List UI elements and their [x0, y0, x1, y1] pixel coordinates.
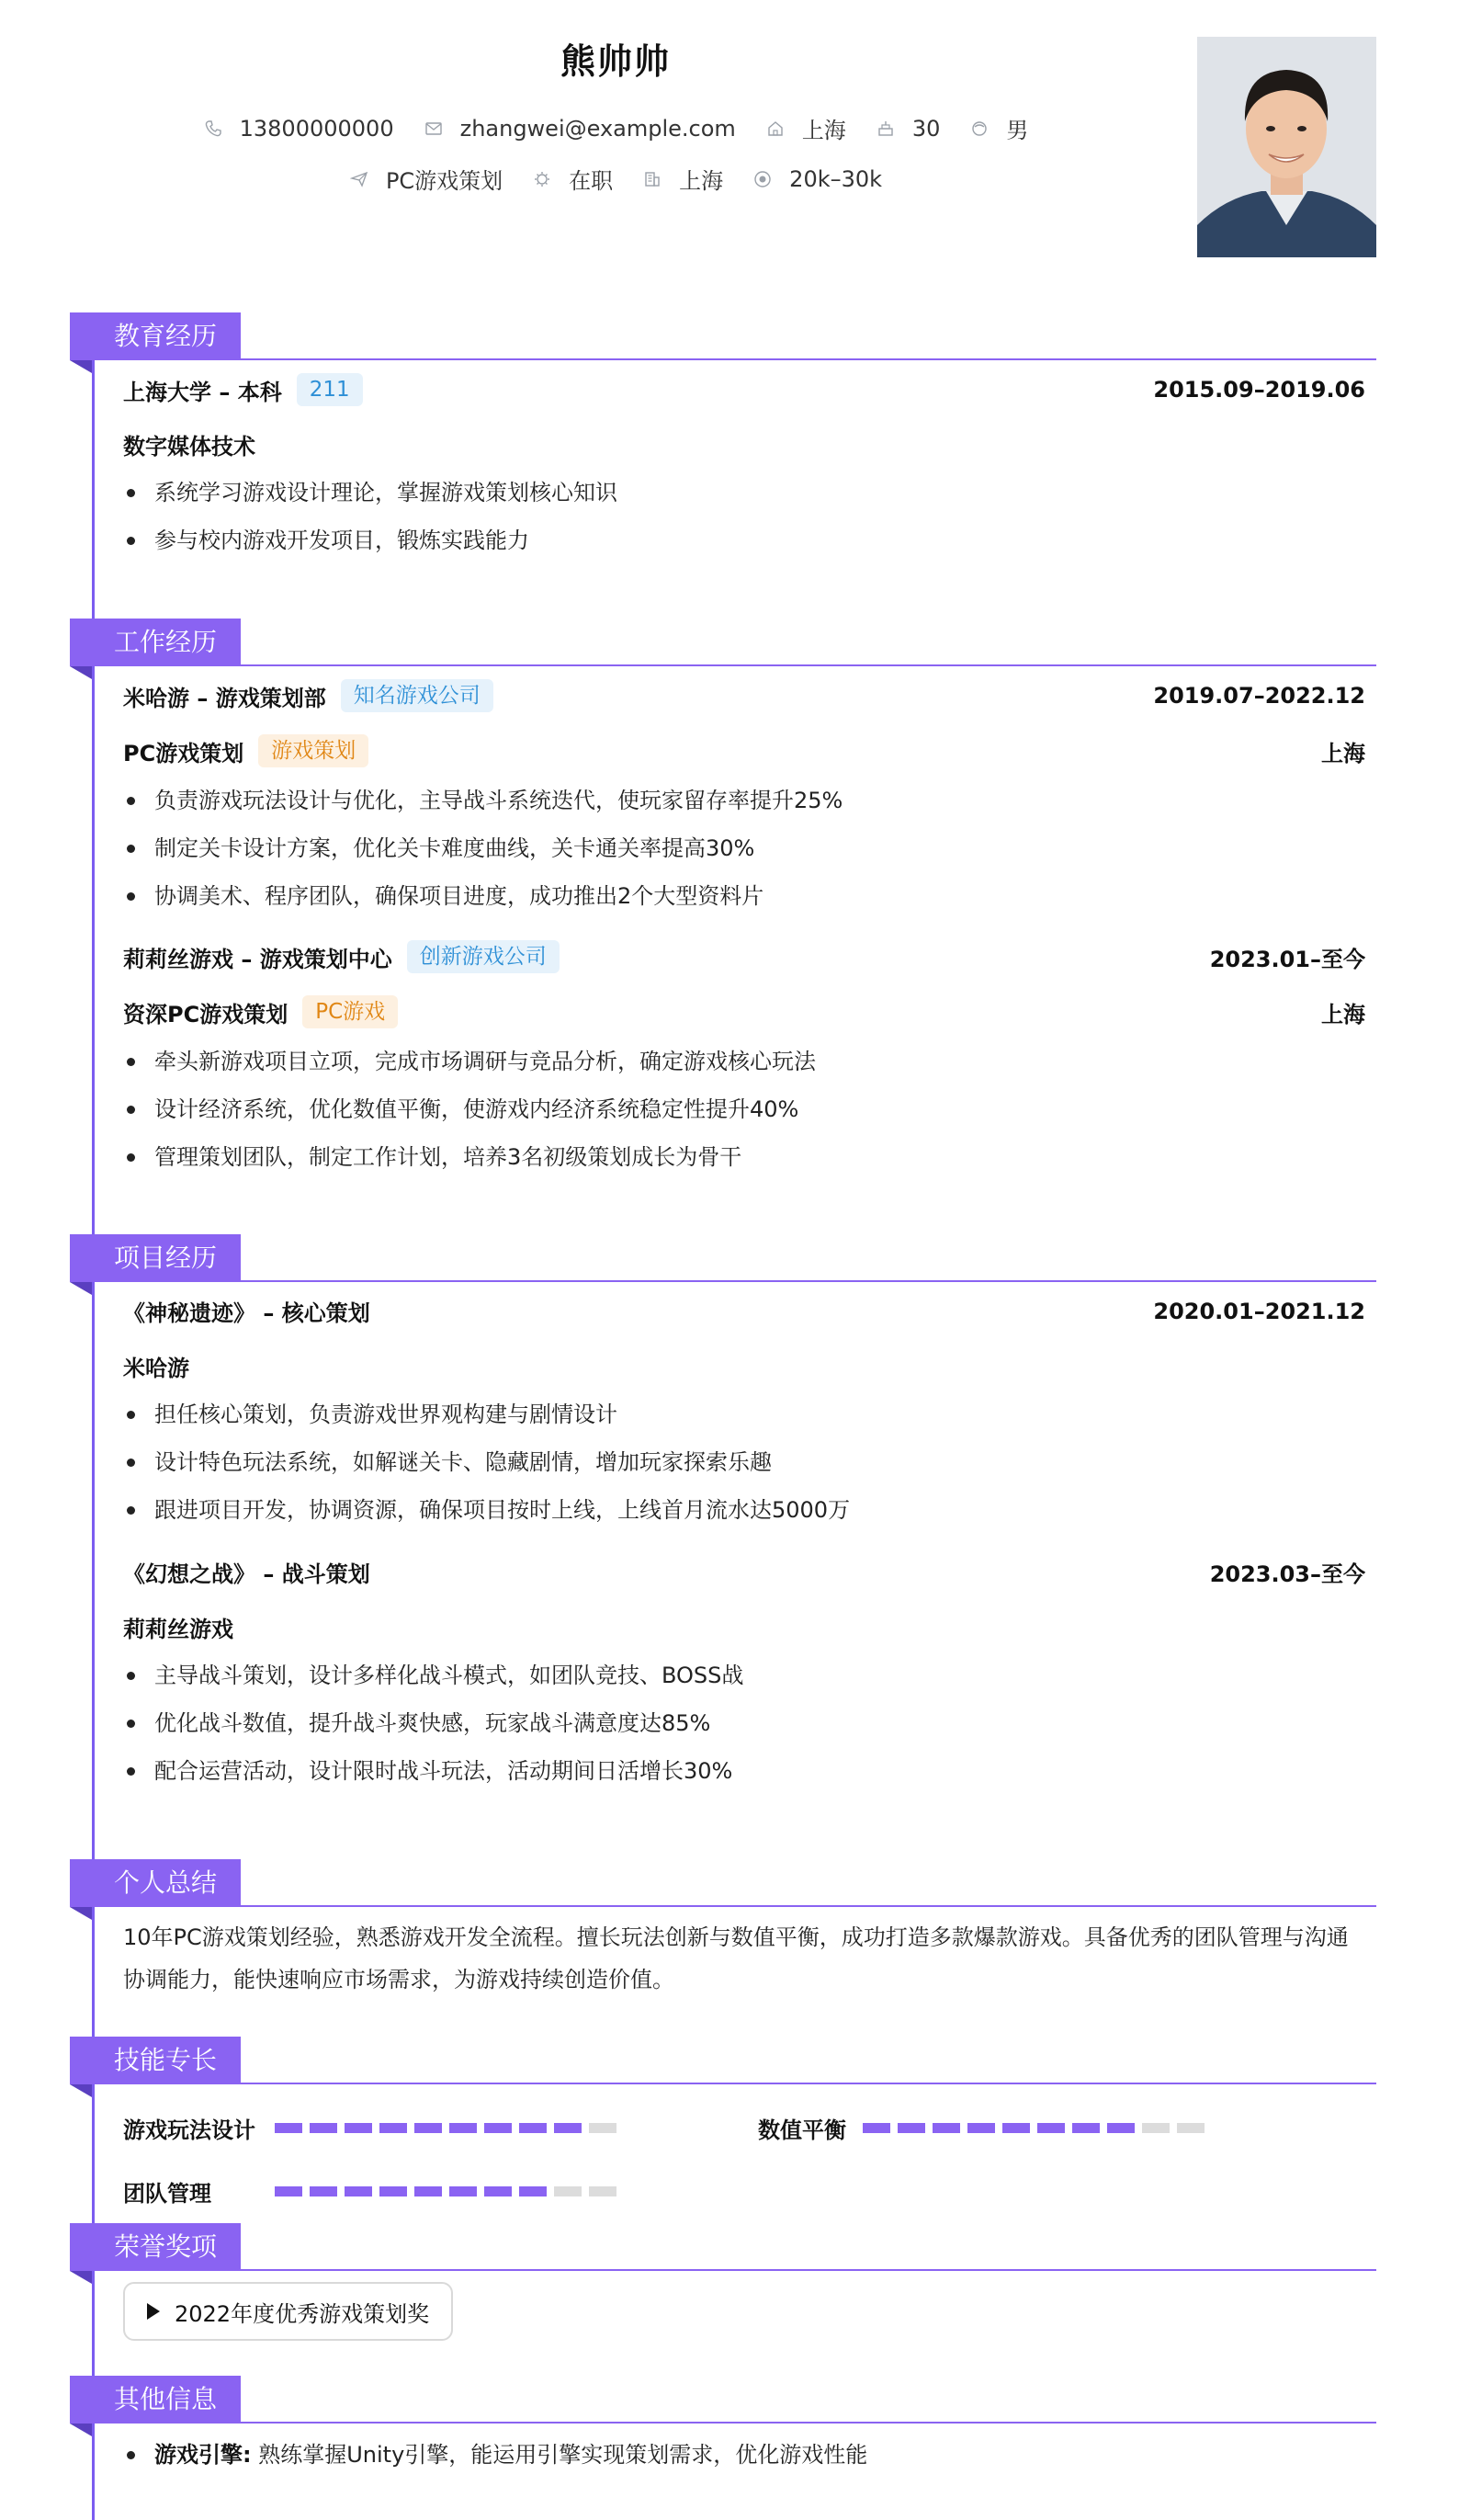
section-rule [70, 358, 1376, 360]
skill-name: 数值平衡 [758, 2117, 846, 2143]
project-company: 米哈游 [123, 1356, 189, 1381]
list-item: 优化战斗数值，提升战斗爽快感，玩家战斗满意度达85% [123, 1699, 1365, 1747]
project-name: 《神秘遗迹》 – 核心策划 [123, 1300, 370, 1326]
section-header [70, 2376, 1376, 2424]
major-row [123, 428, 1365, 460]
list-item: 参与校内游戏开发项目，锻炼实践能力 [123, 516, 1365, 564]
intent-position-item [349, 163, 503, 195]
section-title: 其他信息 [70, 2376, 241, 2424]
company-tag: 创新游戏公司 [407, 940, 560, 973]
contact-row [0, 112, 1231, 144]
skill-level-bar [275, 2186, 616, 2196]
other-label: 游戏引擎: [154, 2442, 252, 2468]
section-fold [70, 360, 92, 373]
list-item: 制定关卡设计方案，优化关卡难度曲线，关卡通关率提高30% [123, 824, 1365, 872]
education-date: 2015.09–2019.06 [1153, 377, 1365, 403]
skill-dash-filled [275, 2123, 302, 2133]
section-header [70, 619, 1376, 666]
list-item: 管理策划团队，制定工作计划，培养3名初级策划成长为骨干 [123, 1133, 1365, 1181]
position-tag: 游戏策划 [258, 734, 368, 767]
skill-dash-filled [967, 2123, 995, 2133]
project-company: 莉莉丝游戏 [123, 1617, 233, 1642]
skill-dash-filled [414, 2186, 442, 2196]
job-position-row [123, 995, 1365, 1028]
status-icon [532, 169, 552, 189]
send-icon [349, 169, 369, 189]
skill-dash-filled [345, 2123, 372, 2133]
salary-item [752, 166, 882, 192]
project-date: 2020.01–2021.12 [1153, 1298, 1365, 1324]
skill-dash-filled [414, 2123, 442, 2133]
job-position-row [123, 734, 1365, 767]
skill-dash-filled [310, 2123, 337, 2133]
salary-text: 20k–30k [789, 165, 883, 192]
company-name: 米哈游 – 游戏策划部 [123, 685, 326, 711]
skill-dash-filled [275, 2186, 302, 2196]
section-title: 技能专长 [70, 2037, 241, 2084]
building-icon [642, 169, 662, 189]
list-item: 负责游戏玩法设计与优化，主导战斗系统迭代，使玩家留存率提升25% [123, 777, 1365, 824]
job-city: 上海 [1321, 740, 1365, 766]
section-rule [70, 664, 1376, 666]
education-bullets [123, 469, 1365, 564]
skill-dash-filled [379, 2186, 407, 2196]
summary-line: 协调能力，能快速响应市场需求，为游戏持续创造价值。 [123, 1967, 674, 1992]
email-item [424, 116, 736, 142]
award-text: 2022年度优秀游戏策划奖 [175, 2300, 430, 2327]
intent-position-text: PC游戏策划 [385, 168, 503, 194]
play-icon [147, 2303, 160, 2320]
skill-level-bar [275, 2123, 616, 2133]
section-fold [70, 2084, 92, 2097]
list-item: 设计特色玩法系统，如解谜关卡、隐藏剧情，增加玩家探索乐趣 [123, 1438, 1365, 1486]
section-fold [70, 2271, 92, 2284]
skill-dash-filled [519, 2123, 547, 2133]
education-header-row [123, 373, 1365, 406]
section-header [70, 1234, 1376, 1282]
project-company-row [123, 1611, 1365, 1643]
section-fold [70, 1282, 92, 1295]
project-company-row [123, 1350, 1365, 1382]
skill-dash-filled [1107, 2123, 1135, 2133]
list-item: 担任核心策划，负责游戏世界观构建与剧情设计 [123, 1391, 1365, 1438]
project-name: 《幻想之战》 – 战斗策划 [123, 1561, 370, 1587]
list-item: 牵头新游戏项目立项，完成市场调研与竞品分析，确定游戏核心玩法 [123, 1038, 1365, 1085]
list-item: 系统学习游戏设计理论，掌握游戏策划核心知识 [123, 469, 1365, 516]
age-icon [876, 119, 896, 139]
school-tag: 211 [297, 373, 363, 406]
status-item [532, 163, 613, 195]
list-item: 协调美术、程序团队，确保项目进度，成功推出2个大型资料片 [123, 872, 1365, 920]
project-header-row [123, 1556, 1365, 1588]
gender-item [969, 112, 1028, 144]
projects-section [70, 1234, 1376, 1784]
profile-photo [1197, 37, 1376, 257]
job-header-row [123, 679, 1365, 712]
age-item [876, 116, 941, 142]
section-rule [70, 2083, 1376, 2084]
skill-dash-filled [933, 2123, 960, 2133]
age-text: 30 [911, 115, 941, 142]
position-tag: PC游戏 [302, 995, 398, 1028]
section-rule [70, 1905, 1376, 1907]
project-header-row [123, 1295, 1365, 1327]
skill-dash-filled [449, 2123, 477, 2133]
job-header-row [123, 940, 1365, 973]
address-text: 上海 [801, 118, 846, 143]
position-name: 资深PC游戏策划 [123, 1001, 288, 1027]
resume-name: 熊帅帅 [560, 41, 671, 82]
list-item: 跟进项目开发，协调资源，确保项目按时上线，上线首月流水达5000万 [123, 1486, 1365, 1534]
project-bullets [123, 1652, 1365, 1795]
school-name: 上海大学 – 本科 [123, 379, 282, 405]
skill-name: 团队管理 [123, 2181, 211, 2207]
job-date: 2019.07–2022.12 [1153, 683, 1365, 709]
skill-name: 游戏玩法设计 [123, 2117, 255, 2143]
major: 数字媒体技术 [123, 434, 255, 460]
summary-section [70, 1859, 1376, 1992]
position-name: PC游戏策划 [123, 740, 244, 766]
other-list [123, 2431, 1365, 2479]
salary-icon [752, 169, 773, 189]
section-title: 工作经历 [70, 619, 241, 666]
section-rule [70, 2422, 1376, 2424]
job-intent-row [0, 163, 1231, 195]
gender-text: 男 [1006, 118, 1029, 143]
job-city: 上海 [1321, 1001, 1365, 1027]
section-header [70, 312, 1376, 360]
skill-item [123, 2112, 616, 2144]
other-section [70, 2376, 1376, 2468]
company-tag: 知名游戏公司 [341, 679, 493, 712]
section-title: 项目经历 [70, 1234, 241, 1282]
section-header [70, 2223, 1376, 2271]
other-text: 熟练掌握Unity引擎，能运用引擎实现策划需求，优化游戏性能 [251, 2442, 868, 2468]
skill-dash-filled [863, 2123, 890, 2133]
skill-dash-filled [1037, 2123, 1065, 2133]
phone-text: 13800000000 [239, 115, 394, 142]
phone-item [203, 116, 394, 142]
skill-dash-empty [1142, 2123, 1170, 2133]
project-bullets [123, 1391, 1365, 1534]
job-bullets [123, 777, 1365, 920]
skill-dash-filled [310, 2186, 337, 2196]
awards-section [70, 2223, 1376, 2327]
section-fold [70, 1907, 92, 1920]
skill-dash-filled [345, 2186, 372, 2196]
skill-level-bar [863, 2123, 1205, 2133]
summary-line: 10年PC游戏策划经验，熟悉游戏开发全流程。擅长玩法创新与数值平衡，成功打造多款爆款游戏。具备优秀的团队管理与沟通 [123, 1924, 1349, 1950]
intent-city-item [642, 163, 723, 195]
list-item [123, 2431, 1365, 2479]
list-item: 配合运营活动，设计限时战斗玩法，活动期间日活增长30% [123, 1747, 1365, 1795]
award-item [123, 2282, 453, 2341]
section-title: 个人总结 [70, 1859, 241, 1907]
job-date: 2023.01–至今 [1209, 946, 1365, 972]
intent-city-text: 上海 [679, 168, 724, 194]
skill-item [123, 2175, 616, 2208]
skill-dash-empty [589, 2186, 616, 2196]
mail-icon [424, 119, 444, 139]
skill-dash-filled [449, 2186, 477, 2196]
section-title: 荣誉奖项 [70, 2223, 241, 2271]
section-header [70, 2037, 1376, 2084]
skill-dash-filled [1072, 2123, 1100, 2133]
education-section [70, 312, 1376, 553]
skill-dash-filled [898, 2123, 925, 2133]
section-header [70, 1859, 1376, 1907]
skill-dash-filled [484, 2123, 512, 2133]
skill-dash-filled [519, 2186, 547, 2196]
list-item: 主导战斗策划，设计多样化战斗模式，如团队竞技、BOSS战 [123, 1652, 1365, 1699]
address-item [765, 112, 846, 144]
skill-dash-empty [1177, 2123, 1205, 2133]
work-section [70, 619, 1376, 1170]
skill-item [758, 2112, 1205, 2144]
skill-dash-filled [1002, 2123, 1030, 2133]
section-rule [70, 1280, 1376, 1282]
section-fold [70, 2424, 92, 2436]
home-icon [765, 119, 786, 139]
gender-icon [969, 119, 990, 139]
skill-dash-empty [589, 2123, 616, 2133]
skill-dash-filled [554, 2123, 582, 2133]
skill-dash-filled [379, 2123, 407, 2133]
phone-icon [203, 119, 223, 139]
skill-dash-filled [484, 2186, 512, 2196]
section-title: 教育经历 [70, 312, 241, 360]
timeline-line [92, 351, 95, 2520]
list-item: 设计经济系统，优化数值平衡，使游戏内经济系统稳定性提升40% [123, 1085, 1365, 1133]
project-date: 2023.03–至今 [1209, 1561, 1365, 1587]
skills-section [70, 2037, 1376, 2207]
company-name: 莉莉丝游戏 – 游戏策划中心 [123, 946, 392, 972]
section-rule [70, 2269, 1376, 2271]
skill-dash-empty [554, 2186, 582, 2196]
summary-text [123, 1916, 1365, 2001]
status-text: 在职 [569, 168, 614, 194]
job-bullets [123, 1038, 1365, 1181]
section-fold [70, 666, 92, 679]
email-text: zhangwei@example.com [459, 115, 736, 142]
